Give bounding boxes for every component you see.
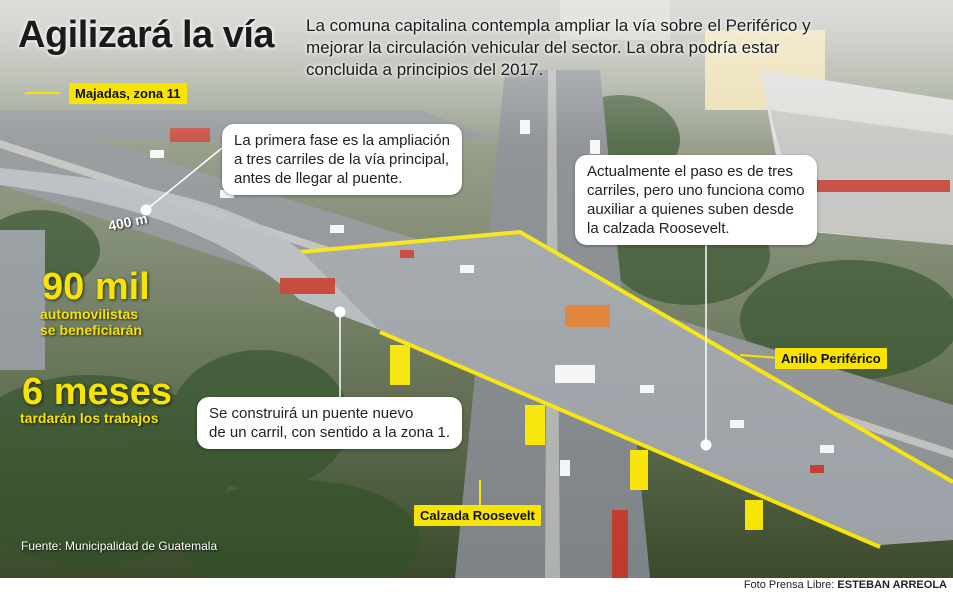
source-note: Fuente: Municipalidad de Guatemala (21, 539, 218, 553)
callout-line: La primera fase es la ampliación (234, 132, 450, 149)
stat-beneficiaries-value: 90 mil (42, 266, 150, 308)
callout-line: Se construirá un puente nuevo (209, 405, 414, 422)
callout-new-bridge (197, 397, 462, 449)
credit-prefix: Foto Prensa Libre: (743, 579, 838, 591)
page-title: Agilizará la vía (18, 14, 275, 56)
label-majadas: Majadas, zona 11 (69, 83, 187, 104)
callout-line: de un carril, con sentido a la zona 1. (209, 424, 450, 441)
label-calzada-roosevelt: Calzada Roosevelt (414, 505, 541, 526)
stat-label-line: automovilistas (40, 306, 139, 322)
callout-line: carriles, pero uno funciona como (587, 182, 805, 199)
distance-label: 400 m (106, 210, 149, 234)
callout-current-lanes (575, 155, 817, 245)
stat-label-line: tardarán los trabajos (20, 410, 159, 426)
callout-line: la calzada Roosevelt. (587, 220, 730, 237)
callout-line: a tres carriles de la vía principal, (234, 151, 450, 168)
intro-text: La comuna capitalina contempla ampliar la vía sobre el Periférico y mejorar la circulación vehicular del sector. La obra podría estar concluida a principios del 2017. (306, 16, 811, 79)
stat-duration-value: 6 meses (22, 371, 173, 413)
credit-name: ESTEBAN ARREOLA (837, 579, 947, 591)
label-anillo-periferico: Anillo Periférico (775, 348, 887, 369)
stat-label-line: se beneficiarán (40, 322, 142, 338)
callout-line: auxiliar a quienes suben desde (587, 201, 794, 218)
callout-phase1 (222, 124, 462, 195)
photo-credit (744, 579, 947, 591)
callout-line: antes de llegar al puente. (234, 170, 403, 187)
stat-beneficiaries-label (40, 306, 142, 338)
callout-line: Actualmente el paso es de tres (587, 163, 793, 180)
stat-duration-label (20, 410, 159, 426)
